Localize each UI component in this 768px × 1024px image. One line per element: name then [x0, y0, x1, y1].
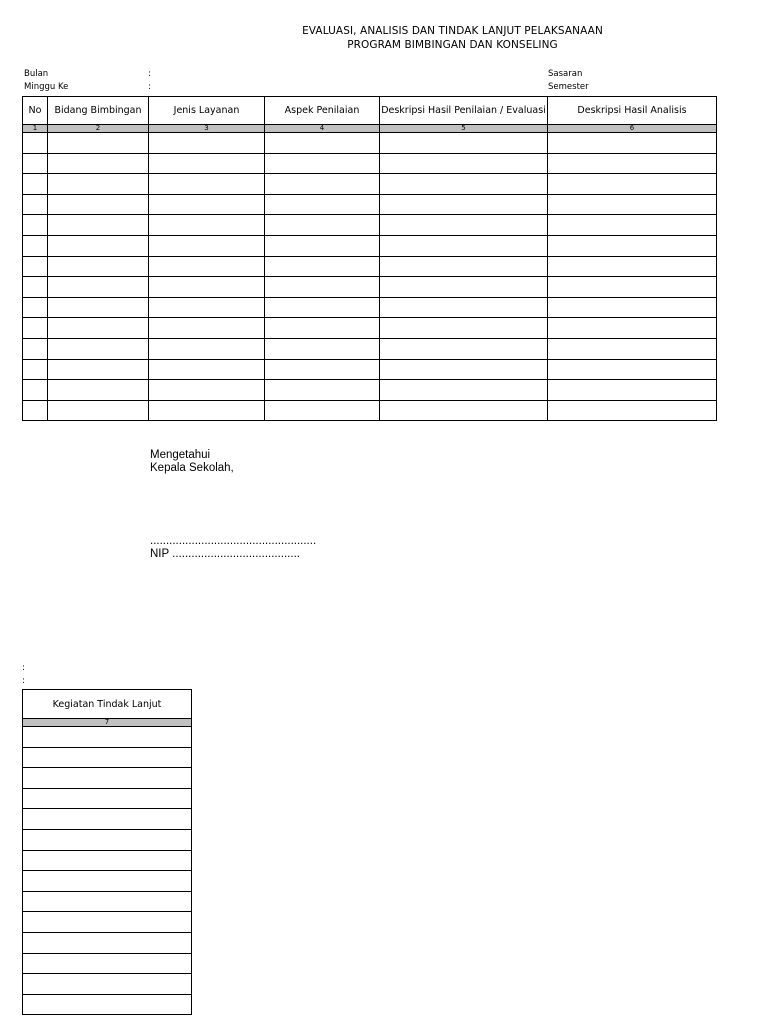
table-cell	[48, 400, 149, 421]
table-cell	[23, 994, 192, 1015]
table-cell	[23, 871, 192, 892]
table-cell	[149, 359, 265, 380]
table-cell	[23, 400, 48, 421]
table-cell	[23, 277, 48, 298]
table-cell	[265, 194, 380, 215]
signature-name-line	[150, 535, 316, 561]
table-cell	[548, 297, 717, 318]
table-cell	[23, 953, 192, 974]
table-cell	[48, 194, 149, 215]
table-cell	[23, 809, 192, 830]
table-row	[23, 359, 717, 380]
column-number: 7	[23, 719, 192, 727]
table-cell	[48, 318, 149, 339]
header-deskripsi-hasil-penilaian: Deskripsi Hasil Penilaian / Evaluasi	[380, 97, 548, 125]
table-row	[23, 871, 192, 892]
table-cell	[548, 194, 717, 215]
column-number: 4	[265, 125, 380, 133]
table-cell	[380, 174, 548, 195]
table-row	[23, 380, 717, 401]
meta-right-block	[548, 68, 589, 94]
table-cell	[380, 256, 548, 277]
meta-colon-block	[148, 68, 151, 94]
table-cell	[48, 297, 149, 318]
table-cell	[548, 174, 717, 195]
table-row	[23, 318, 717, 339]
meta-label-minggu-ke: Minggu Ke	[24, 82, 69, 92]
table-cell	[23, 727, 192, 748]
table-cell	[548, 215, 717, 236]
table-row	[23, 297, 717, 318]
table-cell	[149, 215, 265, 236]
table-cell	[48, 174, 149, 195]
header-bidang-bimbingan: Bidang Bimbingan	[48, 97, 149, 125]
table-cell	[23, 788, 192, 809]
table-cell	[149, 194, 265, 215]
table-cell	[265, 380, 380, 401]
table-row	[23, 153, 717, 174]
evaluation-table	[22, 96, 717, 421]
signature-block	[150, 449, 234, 475]
meta-colon-bulan: :	[148, 69, 151, 79]
table-cell	[380, 235, 548, 256]
table-cell	[48, 215, 149, 236]
table-cell	[48, 133, 149, 154]
column-number: 6	[548, 125, 717, 133]
table-cell	[23, 380, 48, 401]
table-row	[23, 277, 717, 298]
table-cell	[23, 318, 48, 339]
table-cell	[23, 932, 192, 953]
table-cell	[380, 194, 548, 215]
document-title	[240, 24, 665, 52]
table-cell	[548, 338, 717, 359]
table-cell	[380, 380, 548, 401]
table-row	[23, 788, 192, 809]
table-cell	[23, 974, 192, 995]
title-line-1: EVALUASI, ANALISIS DAN TINDAK LANJUT PELAKSANAAN	[302, 25, 603, 37]
table-cell	[23, 768, 192, 789]
table-row	[23, 850, 192, 871]
header-aspek-penilaian: Aspek Penilaian	[265, 97, 380, 125]
table-cell	[149, 256, 265, 277]
continuation-colon-2: :	[22, 676, 25, 686]
table-row	[23, 338, 717, 359]
meta-label-semester: Semester	[548, 82, 589, 92]
table-row	[23, 912, 192, 933]
table-row	[23, 235, 717, 256]
table-cell	[380, 297, 548, 318]
table-cell	[265, 400, 380, 421]
table-cell	[48, 153, 149, 174]
table-cell	[265, 338, 380, 359]
table-cell	[380, 277, 548, 298]
follow-up-table	[22, 689, 192, 1015]
table-cell	[149, 235, 265, 256]
table-cell	[548, 133, 717, 154]
table-row	[23, 194, 717, 215]
table-row	[23, 829, 192, 850]
meta-colon-minggu-ke: :	[148, 82, 151, 92]
table-cell	[23, 359, 48, 380]
table-cell	[265, 297, 380, 318]
table-row	[23, 994, 192, 1015]
column-number: 3	[149, 125, 265, 133]
table-cell	[48, 380, 149, 401]
signature-name-dots: ....................................................	[150, 535, 317, 547]
signature-nip: NIP ........................................	[150, 548, 300, 560]
table-cell	[48, 277, 149, 298]
table-cell	[149, 318, 265, 339]
table-cell	[48, 256, 149, 277]
header-kegiatan-tindak-lanjut: Kegiatan Tindak Lanjut	[23, 690, 192, 719]
table-cell	[149, 400, 265, 421]
table-cell	[548, 235, 717, 256]
table-cell	[23, 297, 48, 318]
table-cell	[149, 133, 265, 154]
table-row	[23, 727, 192, 748]
table-row	[23, 891, 192, 912]
column-number: 5	[380, 125, 548, 133]
header-jenis-layanan: Jenis Layanan	[149, 97, 265, 125]
table-cell	[23, 215, 48, 236]
table-cell	[548, 277, 717, 298]
table-cell	[548, 318, 717, 339]
table-cell	[23, 194, 48, 215]
table-cell	[380, 338, 548, 359]
table-header-row	[23, 97, 717, 125]
column-number-row	[23, 125, 717, 133]
table-cell	[48, 338, 149, 359]
table-cell	[265, 235, 380, 256]
table-cell	[48, 359, 149, 380]
table-row	[23, 400, 717, 421]
meta-label-bulan: Bulan	[24, 69, 49, 79]
table-cell	[149, 338, 265, 359]
header-deskripsi-hasil-analisis: Deskripsi Hasil Analisis	[548, 97, 717, 125]
table-cell	[265, 215, 380, 236]
table-cell	[149, 380, 265, 401]
table-row	[23, 215, 717, 236]
column-number: 1	[23, 125, 48, 133]
table-cell	[23, 235, 48, 256]
title-line-2: PROGRAM BIMBINGAN DAN KONSELING	[347, 39, 558, 51]
table-cell	[23, 153, 48, 174]
signature-role: Kepala Sekolah,	[150, 462, 234, 474]
table-cell	[265, 174, 380, 195]
table-row	[23, 174, 717, 195]
table-row	[23, 133, 717, 154]
table-cell	[23, 747, 192, 768]
table-cell	[265, 318, 380, 339]
table-cell	[380, 318, 548, 339]
table-cell	[23, 850, 192, 871]
table-row	[23, 809, 192, 830]
table-cell	[380, 400, 548, 421]
table-cell	[23, 891, 192, 912]
table-cell	[23, 912, 192, 933]
signature-mengetahui: Mengetahui	[150, 449, 211, 461]
table-cell	[380, 359, 548, 380]
table-cell	[48, 235, 149, 256]
table-cell	[23, 133, 48, 154]
table-cell	[548, 380, 717, 401]
table-row	[23, 768, 192, 789]
table-cell	[23, 338, 48, 359]
table-row	[23, 747, 192, 768]
table-cell	[23, 829, 192, 850]
table-row	[23, 953, 192, 974]
table-header-row	[23, 690, 192, 719]
table-cell	[548, 153, 717, 174]
evaluation-table-body	[23, 133, 717, 421]
table-cell	[380, 215, 548, 236]
table-cell	[149, 297, 265, 318]
table-cell	[265, 133, 380, 154]
table-cell	[265, 153, 380, 174]
table-cell	[23, 174, 48, 195]
table-cell	[265, 277, 380, 298]
table-cell	[265, 256, 380, 277]
table-row	[23, 256, 717, 277]
table-cell	[548, 400, 717, 421]
header-no: No	[23, 97, 48, 125]
table-cell	[380, 153, 548, 174]
follow-up-table-body	[23, 727, 192, 1015]
table-cell	[23, 256, 48, 277]
table-cell	[149, 153, 265, 174]
table-row	[23, 932, 192, 953]
table-cell	[548, 256, 717, 277]
continuation-colon-1: :	[22, 663, 25, 673]
table-cell	[149, 277, 265, 298]
meta-left-block	[24, 68, 68, 94]
meta-label-sasaran: Sasaran	[548, 69, 583, 79]
column-number: 2	[48, 125, 149, 133]
table-row	[23, 974, 192, 995]
table-cell	[265, 359, 380, 380]
table-cell	[380, 133, 548, 154]
table-cell	[149, 174, 265, 195]
column-number-row	[23, 719, 192, 727]
table-cell	[548, 359, 717, 380]
